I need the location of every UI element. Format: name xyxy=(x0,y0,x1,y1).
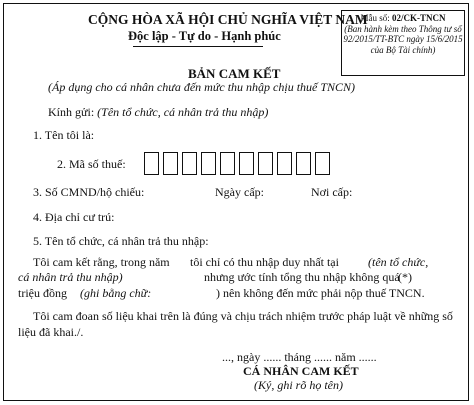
form-code xyxy=(342,13,464,24)
tax-code-box-cell[interactable] xyxy=(277,152,292,175)
addressee-value: (Tên tổ chức, cá nhân trả thu nhập) xyxy=(97,105,269,119)
commitment-line-3c: ) nên không đến mức phải nộp thuế TNCN. xyxy=(216,286,425,300)
field-issue-date-label: Ngày cấp: xyxy=(215,185,264,199)
field-name-label: 1. Tên tôi là: xyxy=(33,128,95,142)
field-id-number-label: 3. Số CMND/hộ chiếu: xyxy=(33,185,145,199)
commitment-line-1c: (tên tổ chức, xyxy=(368,255,429,269)
tax-code-box-cell[interactable] xyxy=(182,152,197,175)
tax-code-box-cell[interactable] xyxy=(220,152,235,175)
tax-code-boxes xyxy=(144,152,334,175)
tax-code-box-cell[interactable] xyxy=(239,152,254,175)
commitment-line-1b: tôi chỉ có thu nhập duy nhất tại xyxy=(190,255,339,269)
country-header: CỘNG HÒA XÃ HỘI CHỦ NGHĨA VIỆT NAM xyxy=(88,12,368,27)
form-code-value: 02/CK-TNCN xyxy=(392,13,446,23)
tax-code-box-cell[interactable] xyxy=(315,152,330,175)
form-code-note: (Ban hành kèm theo Thông tư số 92/2015/TT-BTC ngày 15/6/2015 của Bộ Tài chính) xyxy=(343,23,463,55)
signature-date-line: ..., ngày ...... tháng ...... năm ...... xyxy=(222,350,377,364)
document-title: BẢN CAM KẾT xyxy=(188,66,281,81)
field-issue-place-label: Nơi cấp: xyxy=(311,185,353,199)
form-code-box xyxy=(341,10,465,76)
commitment-line-2c: (*) xyxy=(398,270,412,284)
tax-code-box-cell[interactable] xyxy=(163,152,178,175)
commitment-line-1a: Tôi cam kết rằng, trong năm xyxy=(33,255,170,269)
commitment-line-3a: triệu đồng xyxy=(18,286,67,300)
declaration-line-1: Tôi cam đoan số liệu khai trên là đúng và chịu trách nhiệm trước pháp luật về những số xyxy=(33,309,453,323)
commitment-line-3b: (ghi bằng chữ: xyxy=(80,286,152,300)
motto: Độc lập - Tự do - Hạnh phúc xyxy=(128,29,281,43)
commitment-line-2a: cá nhân trả thu nhập) xyxy=(18,270,123,284)
form-code-label: Mẫu số: xyxy=(360,13,392,23)
motto-underline xyxy=(133,46,263,47)
field-tax-code-label: 2. Mã số thuế: xyxy=(57,157,126,171)
field-address-label: 4. Địa chỉ cư trú: xyxy=(33,210,115,224)
signature-title: CÁ NHÂN CAM KẾT xyxy=(243,364,359,378)
document-subtitle: (Áp dụng cho cá nhân chưa đến mức thu nhập chịu thuế TNCN) xyxy=(48,80,356,94)
field-payer-label: 5. Tên tổ chức, cá nhân trả thu nhập: xyxy=(33,234,209,248)
signature-hint: (Ký, ghi rõ họ tên) xyxy=(254,378,343,392)
declaration-line-2: liệu đã khai./. xyxy=(18,325,84,339)
commitment-line-2b: nhưng ước tính tổng thu nhập không quá xyxy=(204,270,400,284)
addressee-line xyxy=(48,105,268,120)
tax-code-box-cell[interactable] xyxy=(201,152,216,175)
tax-code-box-cell[interactable] xyxy=(258,152,273,175)
tax-code-box-cell[interactable] xyxy=(296,152,311,175)
tax-code-box-cell[interactable] xyxy=(144,152,159,175)
addressee-label: Kính gửi: xyxy=(48,105,98,119)
